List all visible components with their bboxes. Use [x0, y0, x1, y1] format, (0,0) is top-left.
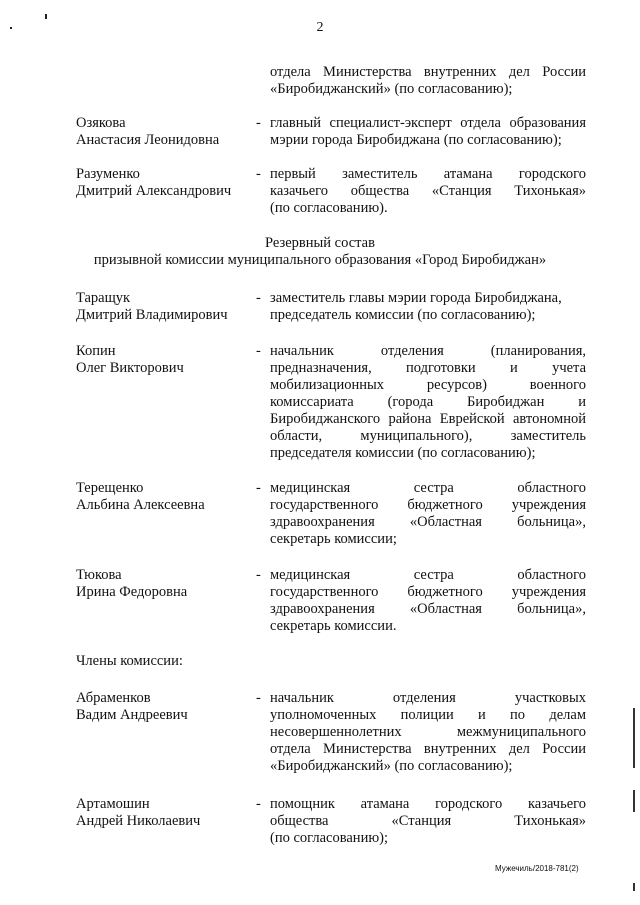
dash: - [256, 690, 261, 706]
role-line: государственного бюджетного учреждения [270, 497, 586, 513]
role-line: казачьего общества «Станция Тихонькая» [270, 183, 586, 199]
role-line: первый заместитель атамана городского [270, 166, 586, 182]
surname: Терещенко [76, 480, 144, 496]
given-names: Дмитрий Владимирович [76, 307, 228, 323]
member-name [76, 480, 251, 514]
scan-speck [45, 14, 47, 19]
role-line: мобилизационных ресурсов) военного [270, 377, 586, 393]
given-names: Вадим Андреевич [76, 707, 188, 723]
role-line: «Биробиджанский» (по согласованию); [270, 81, 513, 97]
role-line: несовершеннолетних межмуниципального [270, 724, 586, 740]
surname: Абраменков [76, 690, 151, 706]
role-line: (по согласованию); [270, 830, 389, 846]
role-line: отдела Министерства внутренних дел России [270, 64, 586, 80]
scan-edge-mark [633, 790, 635, 812]
dash: - [256, 796, 261, 812]
role-line: здравоохранения «Областная больница», [270, 514, 586, 530]
given-names: Дмитрий Александрович [76, 183, 232, 199]
role-line: области, муниципального), заместитель [270, 428, 586, 444]
member-name [76, 166, 251, 200]
member-role [270, 290, 586, 324]
surname: Тюкова [76, 567, 122, 583]
member-role [270, 480, 586, 548]
member-role [270, 343, 586, 462]
surname: Озякова [76, 115, 126, 131]
role-line: уполномоченных полиции и по делам [270, 707, 586, 723]
section-title-line: Резервный состав [265, 235, 375, 251]
member-role [270, 690, 586, 775]
role-line: начальник отделения участковых [270, 690, 586, 706]
member-role [270, 796, 586, 847]
member-role [270, 115, 586, 149]
role-line: «Биробиджанский» (по согласованию); [270, 758, 513, 774]
role-line: председатель комиссии (по согласованию); [270, 307, 536, 323]
role-line: секретарь комиссии. [270, 618, 397, 634]
role-line: Биробиджанского района Еврейской автономной [270, 411, 586, 427]
role-line: мэрии города Биробиджана (по согласованию); [270, 132, 562, 148]
role-line: здравоохранения «Областная больница», [270, 601, 586, 617]
role-line: председателя комиссии (по согласованию); [270, 445, 536, 461]
role-line: начальник отделения (планирования, [270, 343, 586, 359]
scan-edge-mark [633, 708, 635, 768]
member-name [76, 115, 251, 149]
role-line: секретарь комиссии; [270, 531, 397, 547]
role-line: медицинская сестра областного [270, 567, 586, 583]
given-names: Альбина Алексеевна [76, 497, 205, 513]
surname: Копин [76, 343, 116, 359]
scan-speck [10, 27, 12, 29]
role-line: заместитель главы мэрии города Биробиджана, [270, 290, 562, 306]
surname: Таращук [76, 290, 131, 306]
member-name [76, 690, 251, 724]
member-role [270, 166, 586, 217]
role-line: главный специалист-эксперт отдела образования [270, 115, 586, 131]
role-line: отдела Министерства внутренних дел России [270, 741, 586, 757]
role-line: комиссариата (города Биробиджан и [270, 394, 586, 410]
member-name [76, 343, 251, 377]
role-line: медицинская сестра областного [270, 480, 586, 496]
scan-edge-mark [633, 883, 635, 891]
role-line: (по согласованию). [270, 200, 388, 216]
role-line: помощник атамана городского казачьего [270, 796, 586, 812]
member-name [76, 567, 251, 601]
member-name [76, 290, 251, 324]
surname: Разуменко [76, 166, 140, 182]
members-heading: Члены комиссии: [76, 653, 183, 669]
member-role [270, 567, 586, 635]
role-line: предназначения, подготовки и учета [270, 360, 586, 376]
given-names: Ирина Федоровна [76, 584, 188, 600]
page-number: 2 [316, 20, 324, 35]
role-line: общества «Станция Тихонькая» [270, 813, 586, 829]
surname: Артамошин [76, 796, 150, 812]
dash: - [256, 166, 261, 182]
reserve-section-title [0, 235, 640, 269]
given-names: Олег Викторович [76, 360, 184, 376]
given-names: Анастасия Леонидовна [76, 132, 220, 148]
dash: - [256, 480, 261, 496]
dash: - [256, 567, 261, 583]
dash: - [256, 290, 261, 306]
dash: - [256, 343, 261, 359]
role-line: государственного бюджетного учреждения [270, 584, 586, 600]
member-name [76, 796, 251, 830]
section-title-line: призывной комиссии муниципального образования «Город Биробиджан» [93, 252, 547, 268]
dash: - [256, 115, 261, 131]
given-names: Андрей Николаевич [76, 813, 201, 829]
document-code: Мужечиль/2018-781(2) [495, 864, 579, 873]
